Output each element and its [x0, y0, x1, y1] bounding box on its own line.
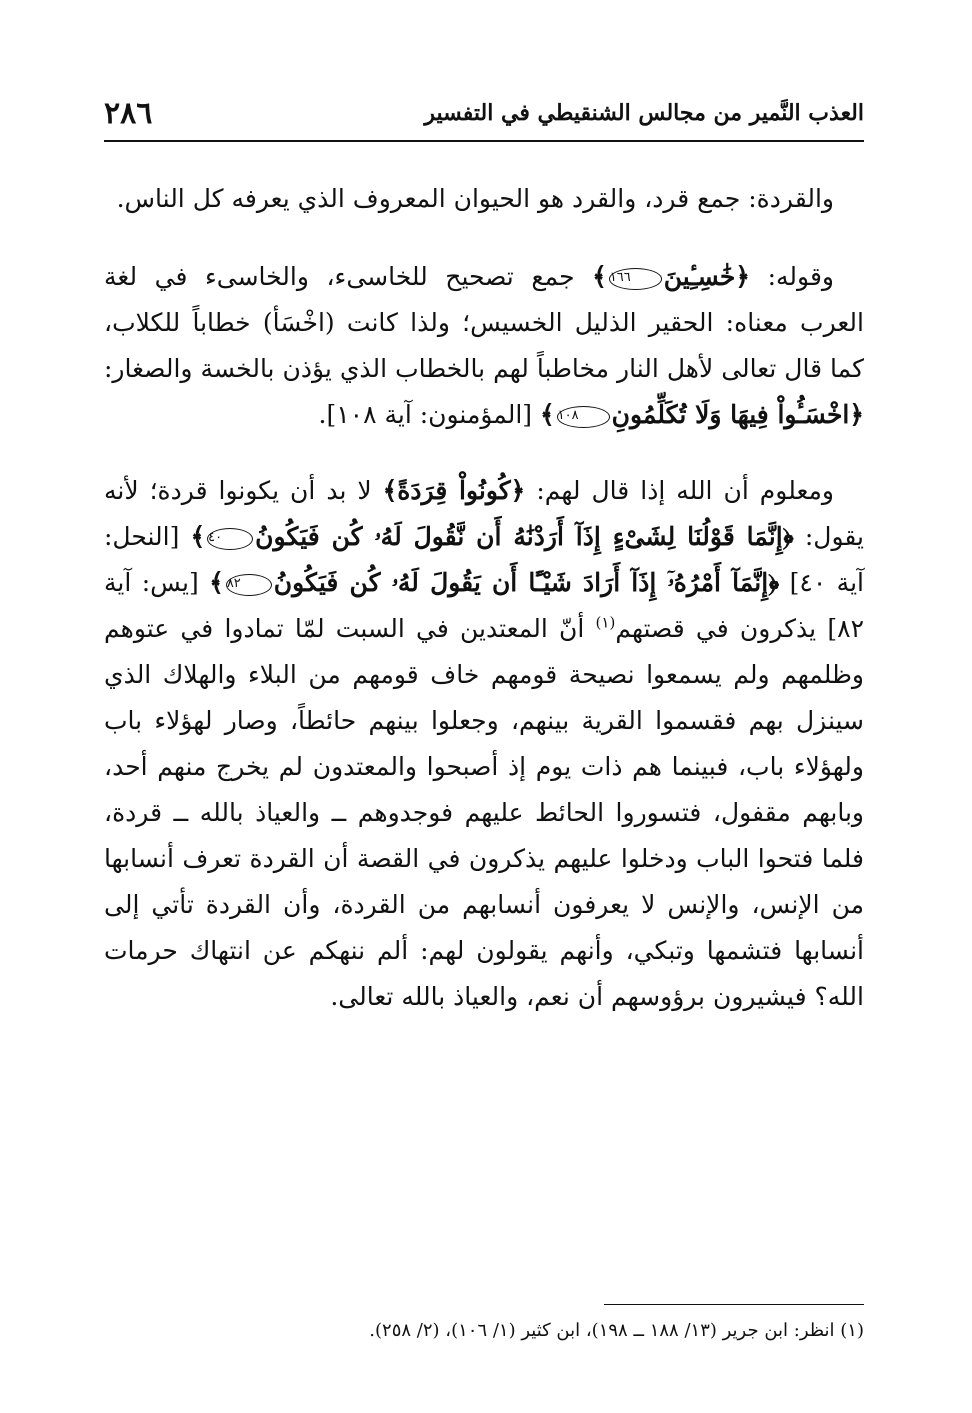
header-rule [104, 140, 864, 142]
quran-bracket-close: ﴾ [190, 522, 206, 551]
page-number: ٢٨٦ [104, 96, 153, 131]
quran-quote-text: ﴿اخْسَـُٔواْ فِيهَا وَلَا تُكَلِّمُونِ [611, 400, 864, 429]
book-title: العذب النَّمير من مجالس الشنقيطي في التفسير [424, 100, 864, 126]
quran-quote-innama-amruhu [209, 568, 779, 597]
quran-bracket-close: ﴾ [209, 568, 224, 597]
quran-quote-text: ﴿إِنَّمَا قَوْلُنَا لِشَىْءٍ إِذَآ أَرَدْنَٰهُ أَن نَّقُولَ لَهُۥ كُن فَيَكُونُ [255, 522, 794, 551]
ayah-number-mark: ٨٢ [226, 574, 272, 596]
footnote-1: (١) انظر: ابن جرير (١٣/ ١٨٨ ــ ١٩٨)، ابن كثير (١/ ١٠٦)، (٢/ ٢٥٨). [369, 1320, 864, 1341]
ayah-number-mark: ١٠٨ [557, 406, 610, 428]
footnote-rule [604, 1304, 864, 1305]
footnote-reference[interactable]: (١) [595, 613, 616, 632]
paragraph-3-citation-1: [النحل: آية ٤٠] [104, 522, 864, 597]
paragraph-3 [104, 468, 864, 1020]
main-text [104, 176, 864, 1050]
running-header [104, 96, 864, 136]
paragraph-3-body-2: أنّ المعتدين في السبت لمّا تمادوا في عتوهم وظلمهم ولم يسمعوا نصيحة قومهم خاف قومهم من البلاء والهلاك الذي سينزل بهم فقسموا القرية بينهم، وجعلوا بينهم حائطاً، وصار لهؤلاء باب ولهؤلاء باب، فبينما هم ذات يوم إذ أصبحوا والمعتدون لم يخرج منهم أحد، وبابهم مقفول، فتسوروا الحائط عليهم فوجدوهم ــ والعياذ بالله ــ قردة، فلما فتحوا الباب ودخلوا عليهم يذكرون في القصة أن القردة تعرف أنسابها من الإنس، والإنس لا يعرفون أنسابهم من القردة، وأن القردة تأتي إلى أنسابها فتشمها وتبكي، وأنهم يقولون لهم: ألم ننهكم عن انتهاك حرمات الله؟ فيشيرون برؤوسهم أن نعم، والعياذ بالله تعالى. [104, 614, 864, 1011]
quran-quote-kunu-qiradah: ﴿كُونُواْ قِرَدَةً﴾ [382, 476, 526, 505]
paragraph-2-intro: وقوله: [750, 262, 834, 291]
quran-quote-text: ﴿خَٰسِـِٔينَ [663, 262, 751, 291]
quran-quote-text: ﴿إِنَّمَآ أَمْرُهُۥٓ إِذَآ أَرَادَ شَيْـًٔا أَن يَقُولَ لَهُۥ كُن فَيَكُونُ [273, 568, 780, 597]
quran-quote-innama-qawluna [191, 522, 794, 551]
paragraph-1 [104, 176, 864, 222]
paragraph-3-citation-2: [يس: آية ٨٢] يذكرون في قصتهم [104, 568, 864, 643]
ayah-number-mark: ١٦٦ [609, 268, 662, 290]
quran-bracket-close: ﴾ [540, 400, 555, 429]
paragraph-2-citation: [المؤمنون: آية ١٠٨]. [318, 400, 540, 429]
quran-quote-ikhsau [540, 400, 864, 429]
paragraph-1-text: والقردة: جمع قرد، والقرد هو الحيوان المعروف الذي يعرفه كل الناس. [116, 184, 834, 213]
book-page [104, 96, 864, 1386]
paragraph-3-body-1: لا بد أن يكونوا قردة؛ لأنه يقول: [104, 476, 864, 551]
quran-bracket-close: ﴾ [592, 262, 607, 291]
ayah-number-mark: ٤٠ [207, 528, 253, 550]
paragraph-2 [104, 254, 864, 438]
paragraph-2-body: جمع تصحيح للخاسىء، والخاسىء في لغة العرب معناه: الحقير الذليل الخسيس؛ ولذا كانت (اخْسَأ) خطاباً للكلاب، كما قال تعالى لأهل النار مخاطباً لهم بالخطاب الذي يؤذن بالخسة والصغار: [104, 262, 864, 383]
quran-quote-khasiin [592, 262, 750, 291]
paragraph-3-intro: ومعلوم أن الله إذا قال لهم: [525, 476, 834, 505]
